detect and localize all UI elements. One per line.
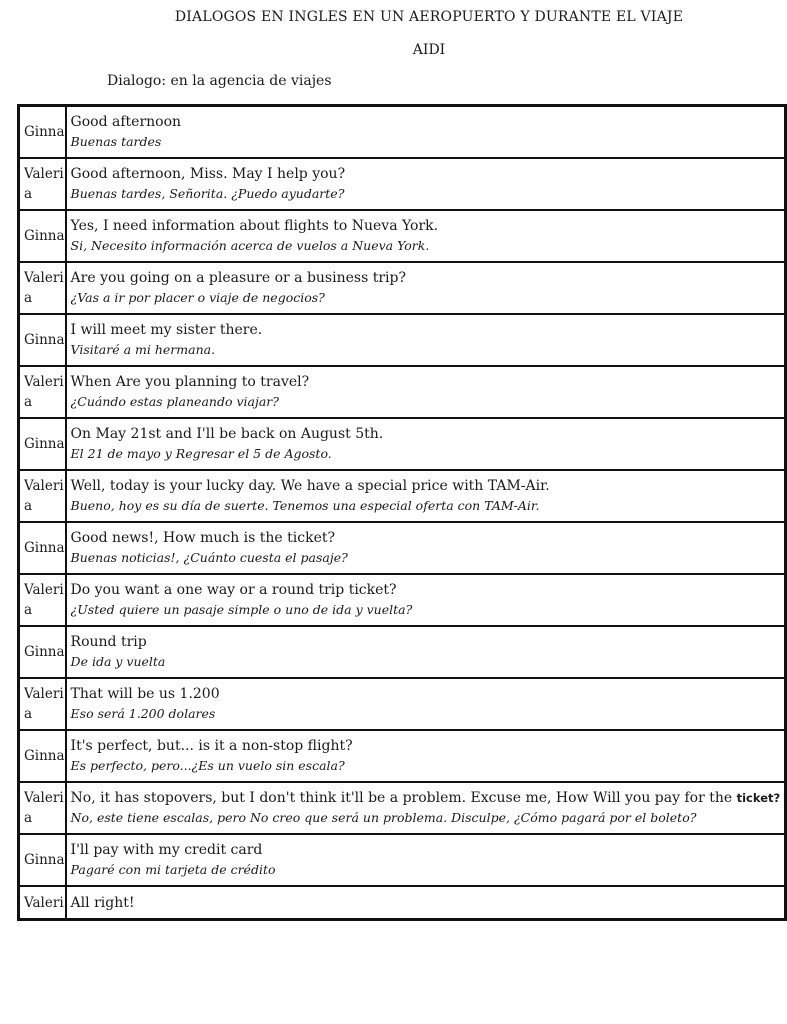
english-text: Do you want a one way or a round trip ticket? <box>70 582 397 598</box>
dialog-row <box>19 366 785 418</box>
spanish-translation: Buenas tardes, Señorita. ¿Puedo ayudarte? <box>70 186 345 201</box>
spanish-translation: Buenas tardes <box>70 134 162 149</box>
english-line <box>71 528 781 548</box>
speaker-name: Valeri a <box>19 470 66 522</box>
english-text: Good afternoon, Miss. May I help you? <box>70 166 346 182</box>
dialog-row <box>19 314 785 366</box>
english-line <box>71 580 781 600</box>
document-author: AIDI <box>412 42 446 58</box>
dialog-text-cell <box>66 678 786 730</box>
dialog-text-cell <box>66 574 786 626</box>
speaker-name: Valeri a <box>19 262 66 314</box>
speaker-name: Valeri a <box>19 678 66 730</box>
dialog-text-cell <box>66 106 786 158</box>
english-text: All right! <box>70 894 135 911</box>
english-line <box>71 320 781 340</box>
speaker-name: Ginna <box>19 314 66 366</box>
spanish-translation: Si, Necesito información acerca de vuelos a Nueva York. <box>70 238 430 253</box>
dialog-row <box>19 782 785 834</box>
english-text: Good afternoon <box>70 114 182 130</box>
english-text: Yes, I need information about flights to Nueva York. <box>70 218 439 234</box>
english-line <box>71 424 781 444</box>
english-line <box>71 736 781 756</box>
english-line <box>71 268 781 288</box>
english-line <box>71 476 781 496</box>
dialog-row <box>19 886 785 919</box>
english-line <box>71 632 781 652</box>
english-text: When Are you planning to travel? <box>70 374 310 390</box>
spanish-translation: Pagaré con mi tarjeta de crédito <box>70 862 276 877</box>
english-text: I will meet my sister there. <box>70 322 263 338</box>
dialog-table <box>17 104 787 921</box>
speaker-name: Valeri <box>19 886 66 919</box>
spanish-translation: Buenas noticias!, ¿Cuánto cuesta el pasaje? <box>70 550 348 565</box>
dialog-text-cell <box>66 418 786 470</box>
dialog-row <box>19 262 785 314</box>
dialog-row <box>19 678 785 730</box>
english-text: I'll pay with my credit card <box>70 842 263 858</box>
english-line <box>71 372 781 392</box>
speaker-name: Valeri a <box>19 366 66 418</box>
spanish-translation: El 21 de mayo y Regresar el 5 de Agosto. <box>70 446 332 461</box>
speaker-name: Ginna <box>19 106 66 158</box>
dialog-text-cell <box>66 626 786 678</box>
spanish-translation: No, este tiene escalas, pero No creo que será un problema. Disculpe, ¿Cómo pagará por el boleto? <box>70 810 697 825</box>
english-text: No, it has stopovers, but I don't think it'll be a problem. Excuse me, How Will you pay for the <box>70 790 733 806</box>
english-text: On May 21st and I'll be back on August 5th. <box>70 426 384 442</box>
dialog-row <box>19 574 785 626</box>
english-text-tail: ticket? <box>736 791 781 805</box>
dialog-row <box>19 626 785 678</box>
section-heading: Dialogo: en la agencia de viajes <box>107 73 332 89</box>
dialog-row <box>19 210 785 262</box>
english-line <box>71 112 781 132</box>
dialog-text-cell <box>66 158 786 210</box>
speaker-name: Ginna <box>19 210 66 262</box>
dialog-row <box>19 522 785 574</box>
spanish-translation: Eso será 1.200 dolares <box>70 706 216 721</box>
speaker-name: Valeri a <box>19 782 66 834</box>
spanish-translation: De ida y vuelta <box>70 654 166 669</box>
spanish-translation: Bueno, hoy es su día de suerte. Tenemos una especial oferta con TAM-Air. <box>70 498 540 513</box>
english-line <box>71 164 781 184</box>
spanish-translation: ¿Cuándo estas planeando viajar? <box>70 394 279 409</box>
dialog-text-cell <box>66 210 786 262</box>
dialog-text-cell <box>66 262 786 314</box>
english-line <box>71 893 781 913</box>
dialog-row <box>19 730 785 782</box>
speaker-name: Valeri a <box>19 574 66 626</box>
spanish-translation: Visitaré a mi hermana. <box>70 342 216 357</box>
english-line <box>71 684 781 704</box>
dialog-row <box>19 418 785 470</box>
english-line <box>71 840 781 860</box>
dialog-text-cell <box>66 834 786 886</box>
dialog-text-cell <box>66 470 786 522</box>
speaker-name: Valeri a <box>19 158 66 210</box>
spanish-translation: ¿Usted quiere un pasaje simple o uno de ida y vuelta? <box>70 602 413 617</box>
spanish-translation: Es perfecto, pero...¿Es un vuelo sin escala? <box>70 758 345 773</box>
speaker-name: Ginna <box>19 522 66 574</box>
speaker-name: Ginna <box>19 834 66 886</box>
document-title: DIALOGOS EN INGLES EN UN AEROPUERTO Y DURANTE EL VIAJE <box>174 9 684 25</box>
speaker-name: Ginna <box>19 418 66 470</box>
dialog-text-cell <box>66 522 786 574</box>
speaker-name: Ginna <box>19 730 66 782</box>
english-text: Are you going on a pleasure or a business trip? <box>70 270 406 286</box>
dialog-row <box>19 158 785 210</box>
dialog-row <box>19 106 785 158</box>
english-text: That will be us 1.200 <box>70 686 220 702</box>
dialog-text-cell <box>66 782 786 834</box>
spanish-translation: ¿Vas a ir por placer o viaje de negocios? <box>70 290 325 305</box>
dialog-row <box>19 470 785 522</box>
english-text: Well, today is your lucky day. We have a special price with TAM-Air. <box>70 478 550 494</box>
dialog-text-cell <box>66 314 786 366</box>
english-text: Good news!, How much is the ticket? <box>70 530 336 546</box>
english-line <box>71 216 781 236</box>
english-text: It's perfect, but... is it a non-stop flight? <box>70 738 353 754</box>
dialog-text-cell <box>66 886 786 919</box>
dialog-text-cell <box>66 366 786 418</box>
speaker-name: Ginna <box>19 626 66 678</box>
english-line <box>71 788 781 808</box>
dialog-text-cell <box>66 730 786 782</box>
dialog-row <box>19 834 785 886</box>
english-text: Round trip <box>70 634 147 650</box>
